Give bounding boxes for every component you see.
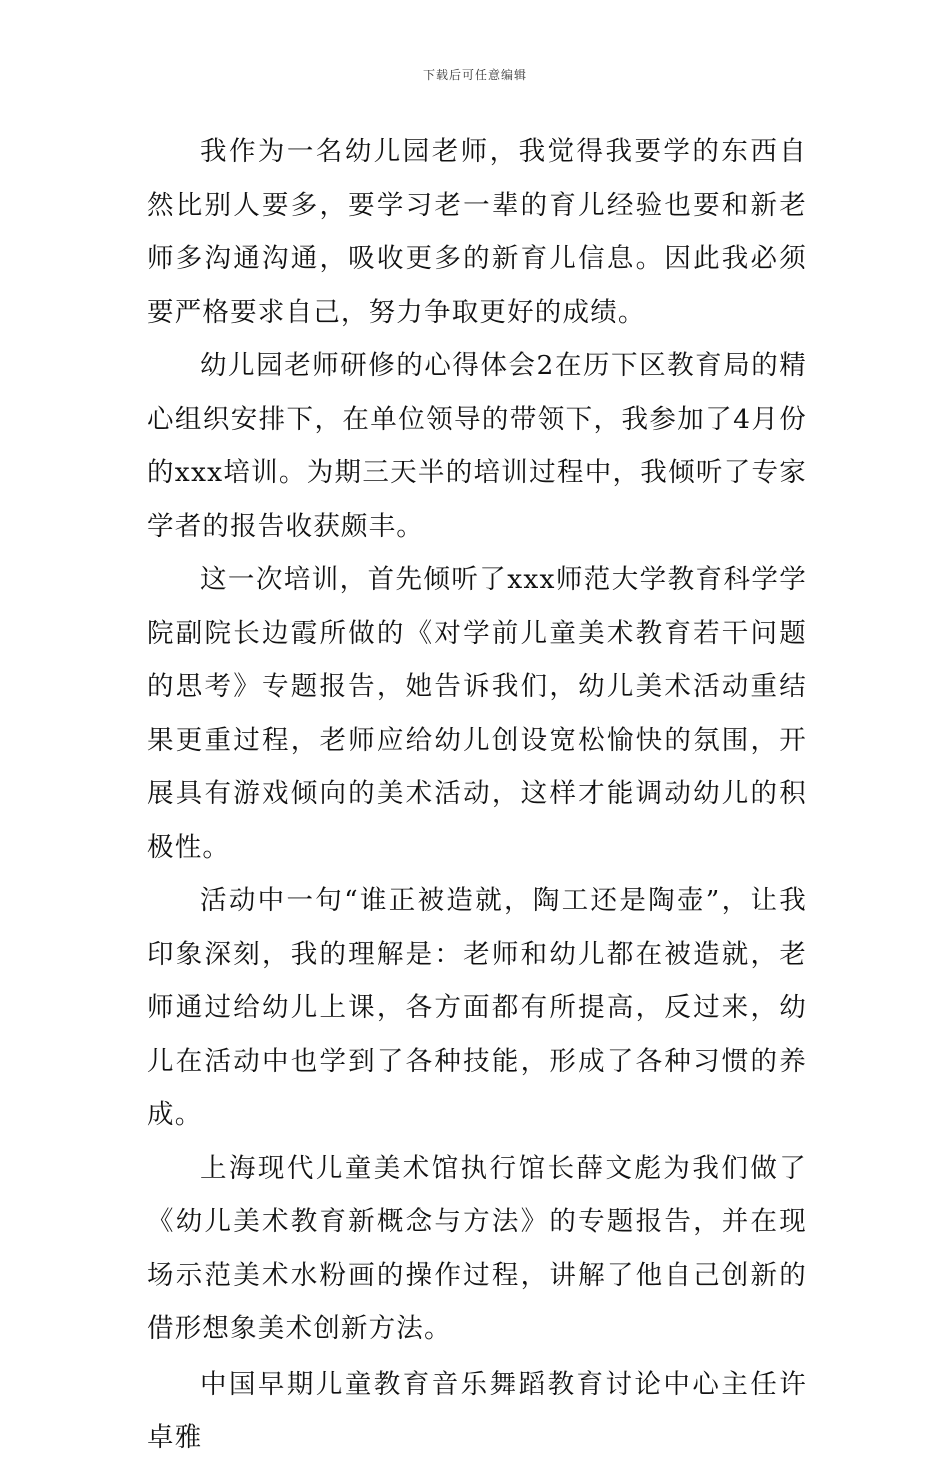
paragraph-2: 幼儿园老师研修的心得体会2在历下区教育局的精心组织安排下，在单位领导的带领下，我参加了4月份的xxx培训。为期三天半的培训过程中，我倾听了专家学者的报告收获颇丰。 <box>147 350 807 542</box>
page-header: 下载后可任意编辑 <box>422 68 527 82</box>
paragraph-6: 中国早期儿童教育音乐舞蹈教育讨论中心主任许卓雅 <box>147 1368 807 1453</box>
paragraph-4: 活动中一句“谁正被造就，陶工还是陶壶”，让我印象深刻，我的理解是：老师和幼儿都在被造就，老师通过给幼儿上课，各方面都有所提高，反过来，幼儿在活动中也学到了各种技能，形成了各种习惯的养成。 <box>147 885 807 1130</box>
paragraph-3: 这一次培训，首先倾听了xxx师范大学教育科学学院副院长边霞所做的《对学前儿童美术教育若干问题的思考》专题报告，她告诉我们，幼儿美术活动重结果更重过程，老师应给幼儿创设宽松愉快的氛围，开展具有游戏倾向的美术活动，这样才能调动幼儿的积极性。 <box>147 564 807 863</box>
document-body <box>147 125 807 1465</box>
paragraph-1: 我作为一名幼儿园老师，我觉得我要学的东西自然比别人要多，要学习老一辈的育儿经验也要和新老师多沟通沟通，吸收更多的新育儿信息。因此我必须要严格要求自己，努力争取更好的成绩。 <box>147 136 807 328</box>
paragraph-5: 上海现代儿童美术馆执行馆长薛文彪为我们做了《幼儿美术教育新概念与方法》的专题报告，并在现场示范美术水粉画的操作过程，讲解了他自己创新的借形想象美术创新方法。 <box>147 1152 807 1344</box>
